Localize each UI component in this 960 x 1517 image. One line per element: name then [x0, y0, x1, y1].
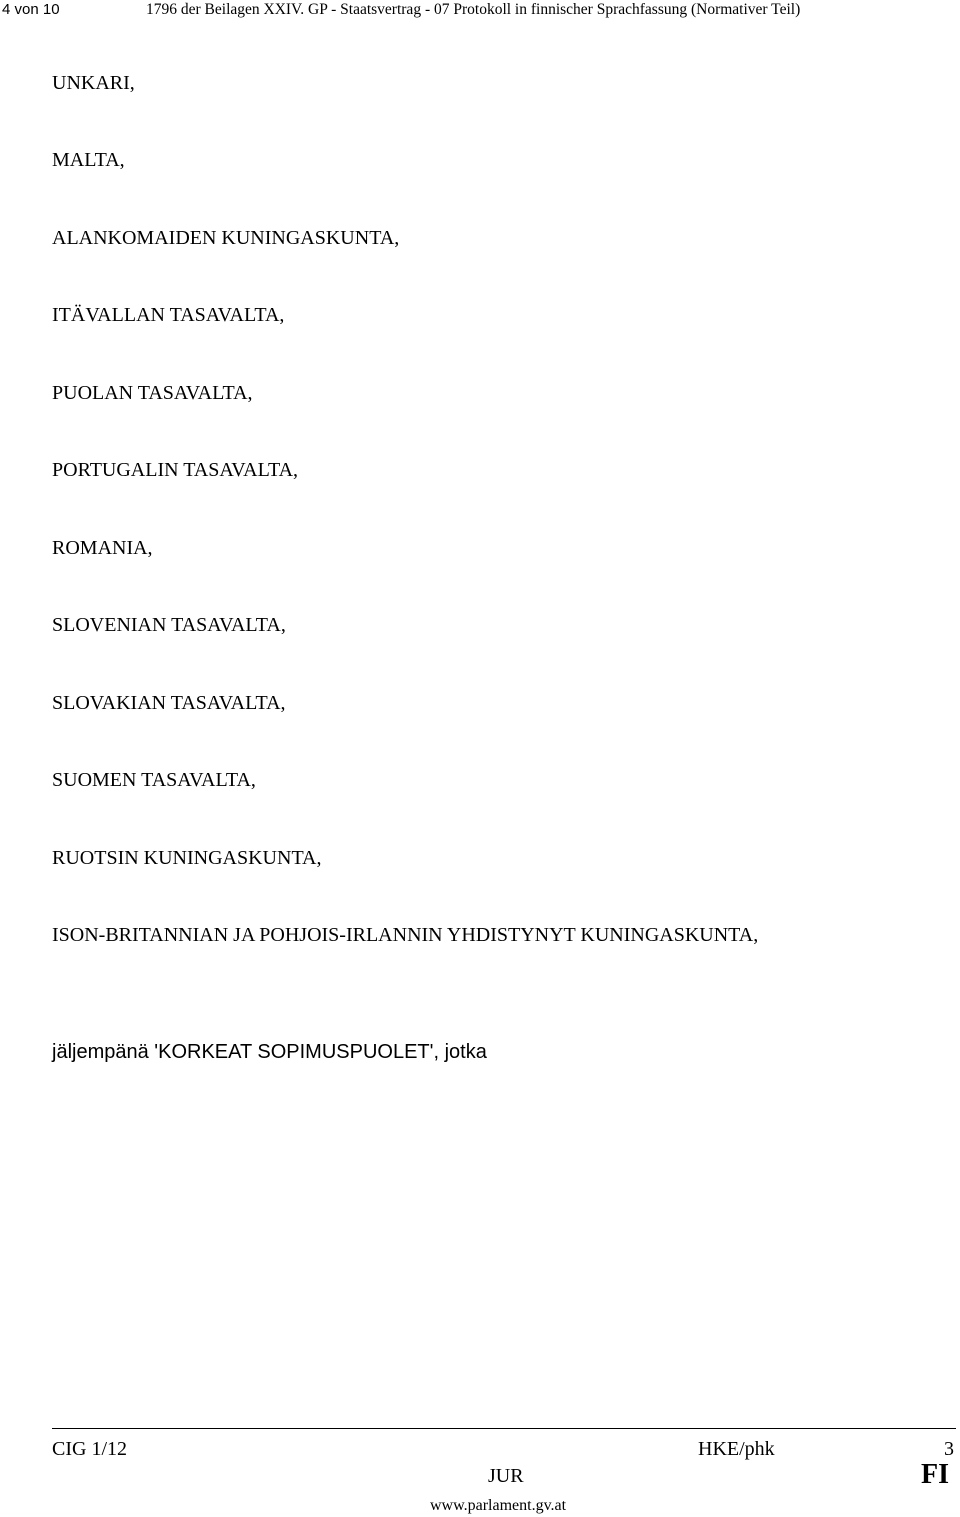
country-item: SLOVENIAN TASAVALTA,: [52, 614, 286, 636]
footer-url: www.parlament.gv.at: [430, 1497, 567, 1514]
country-item: SUOMEN TASAVALTA,: [52, 769, 256, 791]
country-item: ALANKOMAIDEN KUNINGASKUNTA,: [52, 227, 400, 249]
country-item: UNKARI,: [52, 72, 135, 94]
country-item: PORTUGALIN TASAVALTA,: [52, 459, 299, 481]
footer-author: HKE/phk: [698, 1438, 775, 1460]
closing-text: jäljempänä 'KORKEAT SOPIMUSPUOLET', jotka: [52, 1041, 487, 1063]
country-item: ROMANIA,: [52, 537, 153, 559]
footer-language: FI: [921, 1459, 949, 1490]
footer-department: JUR: [488, 1465, 524, 1487]
footer-page-number: 3: [944, 1438, 954, 1460]
country-item: ITÄVALLAN TASAVALTA,: [52, 304, 285, 326]
country-item: PUOLAN TASAVALTA,: [52, 382, 253, 404]
document-title: 1796 der Beilagen XXIV. GP - Staatsvertrag - 07 Protokoll in finnischer Sprachfassung (Normativer Teil): [146, 1, 801, 18]
country-item: RUOTSIN KUNINGASKUNTA,: [52, 847, 322, 869]
country-item: MALTA,: [52, 149, 125, 171]
country-item: SLOVAKIAN TASAVALTA,: [52, 692, 286, 714]
country-item: ISON-BRITANNIAN JA POHJOIS-IRLANNIN YHDISTYNYT KUNINGASKUNTA,: [52, 924, 759, 946]
page-header: [0, 0, 960, 22]
footer-divider: [52, 1428, 956, 1429]
footer-doc-ref: CIG 1/12: [52, 1438, 127, 1460]
page-counter: 4 von 10: [2, 1, 60, 18]
